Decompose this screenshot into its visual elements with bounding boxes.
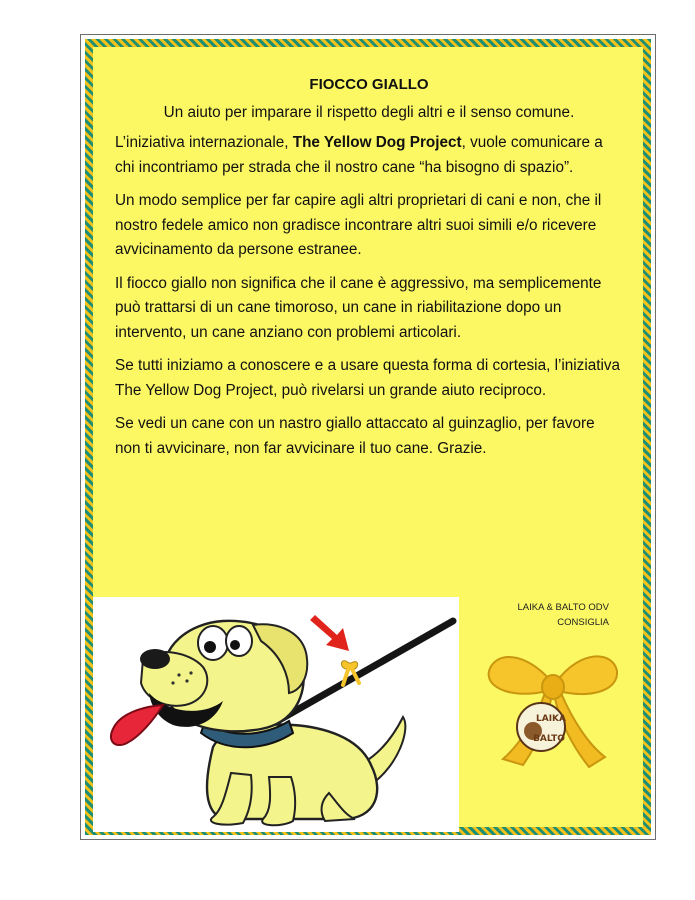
paragraph-5: Se vedi un cane con un nastro giallo attaccato al guinzaglio, per favore non ti avvicinare, non far avvicinare il tuo cane. Grazie. (115, 415, 595, 457)
yellow-dog-illustration (93, 597, 459, 832)
yellow-ribbon-bow (485, 641, 621, 773)
paragraph-1-end: , vuole comunicare a chi incontriamo per strada che il nostro cane “ha bisogno di spazio”. (115, 134, 603, 176)
signature-organization: LAIKA & BALTO ODV (517, 602, 609, 613)
logo-text-top: LAIKA (536, 714, 566, 724)
document-subtitle: Un aiuto per imparare il rispetto degli altri e il senso comune. (163, 103, 575, 121)
paragraph-3: Il fiocco giallo non significa che il cane è aggressivo, ma semplicemente può trattarsi di un cane timoroso, un cane in riabilitazione dopo un intervento, un cane anziano con problemi articolari. (115, 274, 602, 341)
paragraph-4: Se tutti iniziamo a conoscere e a usare questa forma di cortesia, l’iniziativa The Yellow Dog Project, può rivelarsi un grande aiuto reciproco. (115, 357, 621, 399)
project-name: The Yellow Dog Project (292, 134, 462, 151)
laika-balto-logo (517, 703, 566, 751)
decorative-frame (85, 39, 651, 835)
red-arrow-icon (310, 615, 349, 651)
document-title: FIOCCO GIALLO (309, 76, 429, 93)
paragraph-1-start: L’iniziativa internazionale, (115, 134, 293, 151)
signature-block (469, 600, 609, 630)
signature-action: CONSIGLIA (557, 617, 609, 628)
paragraph-2: Un modo semplice per far capire agli altri proprietari di cani e non, che il nostro fedele amico non gradisce incontrare altri suoi simili e/o ricevere avvicinamento da persone estranee. (115, 192, 602, 258)
document-body (115, 73, 623, 470)
dog-illustration-panel (93, 597, 459, 832)
logo-text-bottom: BALTO (533, 734, 565, 744)
paragraph-1 (115, 131, 623, 180)
page-sheet (80, 34, 656, 840)
